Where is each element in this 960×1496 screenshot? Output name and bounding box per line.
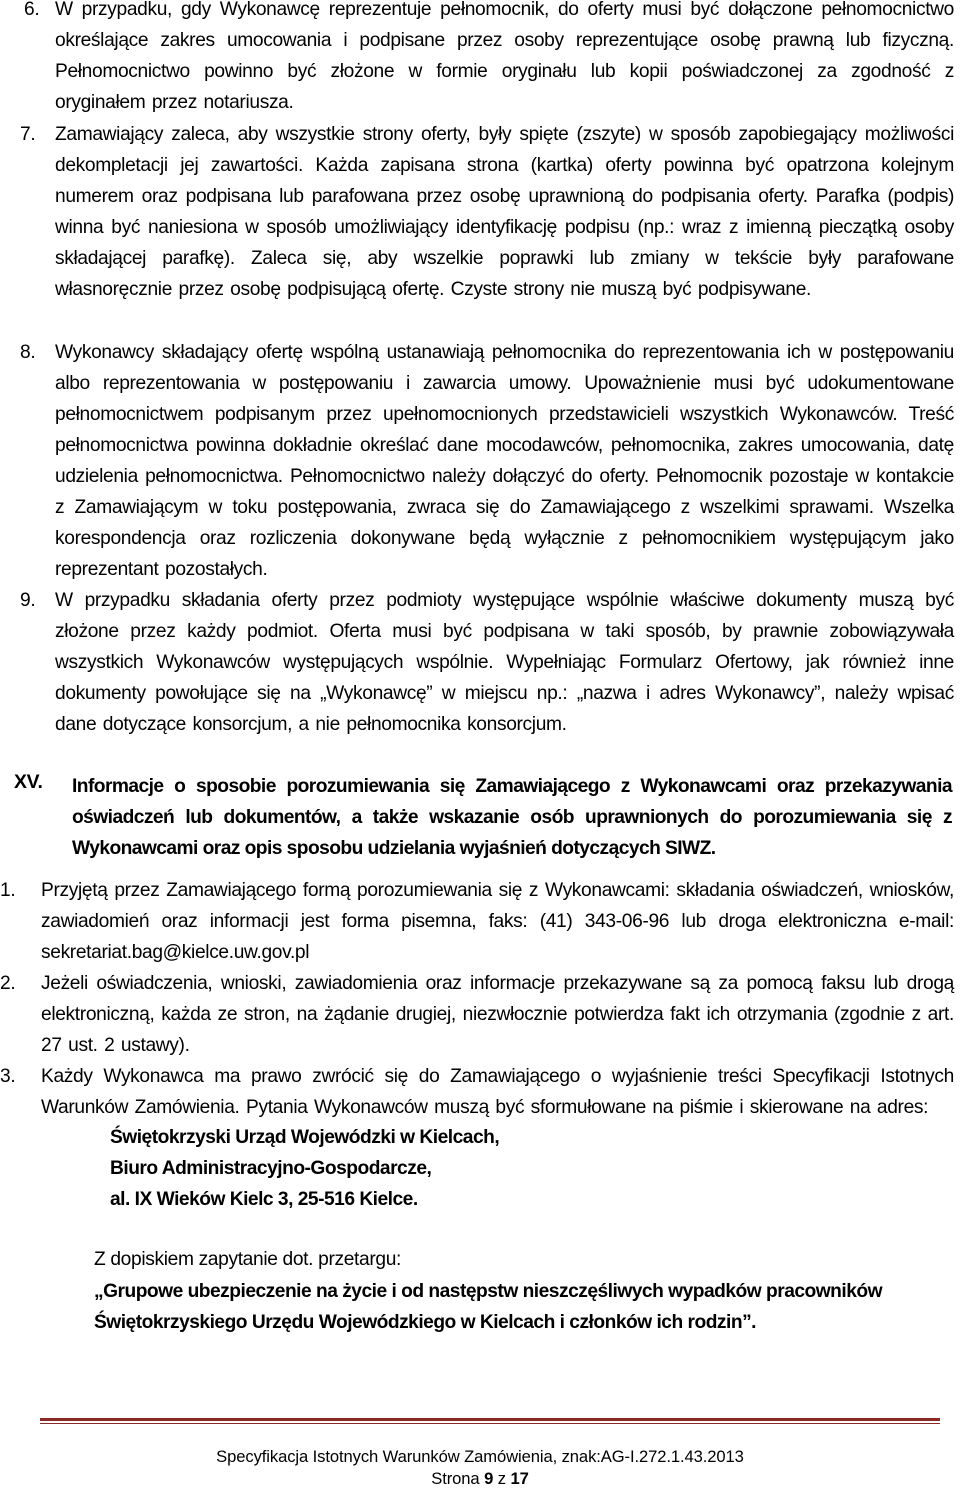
list-item-number: 3. xyxy=(0,1066,16,1087)
list-item-9 xyxy=(20,585,954,740)
list-item-text: Wykonawcy składający ofertę wspólną ustanawiają pełnomocnika do reprezentowania ich w postępowaniu albo reprezentowania w postępowaniu i zawarcia umowy. Upoważnienie musi być udokumentowane pełnomocnictwem podpisanym przez upełnomocnionych przedstawicieli wszystkich Wykonawców. Treść pełnomocnictwa powinna dokładnie określać dane mocodawców, pełnomocnika, zakres umocowania, datę udzielenia pełnomocnictwa. Pełnomocnictwo należy dołączyć do oferty. Pełnomocnik pozostaje w kontakcie z Zamawiającym w toku postępowania, zwraca się do Zamawiającego z wszelkimi sprawami. Wszelka korespondencja oraz rozliczenia dokonywane będą wyłącznie z pełnomocnikiem występującym jako reprezentant pozostałych. xyxy=(55,342,954,580)
section-item-2 xyxy=(0,968,954,1061)
list-item-text: Jeżeli oświadczenia, wnioski, zawiadomienia oraz informacje przekazywane są za pomocą faksu lub drogą elektroniczną, każda ze stron, na żądanie drugiej, niezwłocznie potwierdza fakt ich otrzymania (zgodnie z art. 27 ust. 2 ustawy). xyxy=(41,973,954,1056)
page-number xyxy=(0,1468,960,1490)
tender-title xyxy=(94,1276,882,1338)
address-block xyxy=(110,1122,499,1215)
page-label: Strona xyxy=(431,1469,480,1488)
list-item-number: 7. xyxy=(20,124,36,145)
section-title: Informacje o sposobie porozumiewania się Zamawiającego z Wykonawcami oraz przekazywania oświadczeń lub dokumentów, a także wskazanie osób uprawnionych do porozumiewania się z Wykonawcami oraz opis sposobu udzielania wyjaśnień dotyczących SIWZ. xyxy=(72,776,952,859)
list-item-number: 6. xyxy=(24,0,40,20)
page-current: 9 xyxy=(484,1469,494,1488)
section-item-1 xyxy=(0,875,954,968)
list-item-number: 1. xyxy=(0,880,16,901)
page-separator: z xyxy=(497,1469,506,1488)
list-item-number: 2. xyxy=(0,973,16,994)
note-lead: Z dopiskiem zapytanie dot. przetargu: xyxy=(94,1249,402,1270)
address-line: Świętokrzyski Urząd Wojewódzki w Kielcach, xyxy=(110,1127,500,1148)
page-total: 17 xyxy=(510,1469,529,1488)
page-footer xyxy=(0,1446,960,1490)
list-item-8 xyxy=(20,337,954,585)
list-item-text: W przypadku składania oferty przez podmioty występujące wspólnie właściwe dokumenty muszą być złożone przez każdy podmiot. Oferta musi być podpisana w taki sposób, by prawnie zobowiązywała wszystkich Wykonawców występujących wspólnie. Wypełniając Formularz Ofertowy, jak również inne dokumenty powołujące się na „Wykonawcę” w miejscu np.: „nazwa i adres Wykonawcy”, należy wpisać dane dotyczące konsorcjum, a nie pełnomocnika konsorcjum. xyxy=(55,590,954,735)
tender-title-line: Świętokrzyskiego Urzędu Wojewódzkiego w Kielcach i członków ich rodzin”. xyxy=(94,1312,756,1333)
list-item-text: Przyjętą przez Zamawiającego formą porozumiewania się z Wykonawcami: składania oświadczeń, wniosków, zawiadomień oraz informacji jest forma pisemna, faks: (41) 343-06-96 lub droga elektroniczna e-mail: sekretariat.bag@kielce.uw.gov.pl xyxy=(41,880,954,963)
address-line: Biuro Administracyjno-Gospodarcze, xyxy=(110,1158,432,1179)
list-item-7 xyxy=(20,119,954,305)
list-item-text: W przypadku, gdy Wykonawcę reprezentuje pełnomocnik, do oferty musi być dołączone pełnomocnictwo określające zakres umocowania i podpisane przez osoby reprezentujące osobę prawną lub fizyczną. Pełnomocnictwo powinno być złożone w formie oryginału lub kopii poświadczonej za zgodność z oryginałem przez notariusza. xyxy=(55,0,954,113)
list-item-number: 9. xyxy=(20,590,36,611)
list-item-number: 8. xyxy=(20,342,36,363)
section-item-3 xyxy=(0,1061,954,1123)
footer-rule-thin xyxy=(40,1423,940,1424)
section-number: XV. xyxy=(14,771,43,793)
footer-rule-thick xyxy=(40,1418,940,1421)
list-item-text: Zamawiający zaleca, aby wszystkie strony oferty, były spięte (zszyte) w sposób zapobiegający możliwości dekompletacji jej zawartości. Każda zapisana strona (kartka) oferty powinna być opatrzona kolejnym numerem oraz podpisana lub parafowana przez osobę uprawnioną do podpisania oferty. Parafka (podpis) winna być naniesiona w sposób umożliwiający identyfikację podpisu (np.: wraz z imienną pieczątką osoby składającej parafkę). Zaleca się, aby wszelkie poprawki lub zmiany w tekście były parafowane własnoręcznie przez osobę podpisującą ofertę. Czyste strony nie muszą być podpisywane. xyxy=(55,124,954,300)
tender-title-line: „Grupowe ubezpieczenie na życie i od następstw nieszczęśliwych wypadków pracowników xyxy=(94,1281,883,1302)
address-line: al. IX Wieków Kielc 3, 25-516 Kielce. xyxy=(110,1189,418,1210)
list-item-text: Każdy Wykonawca ma prawo zwrócić się do Zamawiającego o wyjaśnienie treści Specyfikacji Istotnych Warunków Zamówienia. Pytania Wykonawców muszą być sformułowane na piśmie i skierowane na adres: xyxy=(41,1066,954,1118)
list-item-6 xyxy=(24,0,954,118)
footer-spec-reference: Specyfikacja Istotnych Warunków Zamówienia, znak:AG-I.272.1.43.2013 xyxy=(216,1447,744,1466)
